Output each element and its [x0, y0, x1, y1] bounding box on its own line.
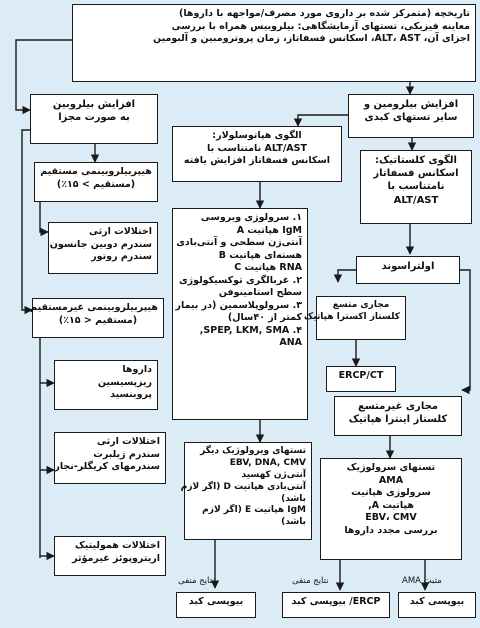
- line-isolated-spine: [22, 130, 32, 310]
- nondilated-ducts-box: مجاری غیرمتسع کلستاز اینترا هپاتیک: [334, 396, 462, 436]
- hemolytic-box: اختلالات همولیتیک اریتروپوئز غیرمؤثر: [54, 536, 166, 576]
- line-us-spine: [338, 270, 356, 282]
- inherited-direct-box: اختلالات ارثی سندرم دوبین جانسون سندرم روتور: [48, 222, 158, 274]
- other-virology-box: تستهای ویرولوژیک دیگر EBV, DNA, CMV آنتی‌ژن کهسید آنتی‌بادی هپاتیت D (اگر لازم باشد) IgM هپاتیت E (اگر لازم باشد): [184, 442, 312, 540]
- negative-results-label-left: نتایج منفی: [178, 576, 215, 586]
- hepatocellular-pattern-box: الگوی هپاتوسلولار: ALT/AST نامتناسب با اسکانس فسفاتاز افزایش یافته: [172, 126, 342, 182]
- inherited-indirect-box: اختلالات ارثی سندرم ژیلبرت سندرمهای کریگلر-نجار: [54, 432, 166, 484]
- arrow-other-to-hepatocellular: [298, 115, 348, 126]
- indirect-hyperbilirubinemia-box: هیپربیلروبینمی غیرمستقیم (مستقیم < ۱۵٪): [32, 298, 164, 338]
- ercp-biopsy-box: ERCP/ بیوپسی کبد: [282, 592, 390, 618]
- liver-biopsy-box-left: بیوپسی کبد: [176, 592, 256, 618]
- serology-tests-box: تستهای سرولوژیک AMA سرولوژی هپاتیت هپاتیت A, EBV، CMV بررسی مجدد داروها: [320, 458, 462, 560]
- positive-ama-label: مثبت AMA: [402, 576, 442, 586]
- ultrasound-box: اولتراسوند: [356, 256, 460, 284]
- negative-results-label-mid: نتایج منفی: [292, 576, 329, 586]
- history-exam-box: تاریخچه (متمرکز شده بر داروی مورد مصرف/مواجهه با داروها) معاینه فیزیکی، تستهای آزمایشگاهی: بیلروبیس همراه با بررسی اجزای آن، ALT، AST، اسکانس فسفاتاز، زمان پروترومبین و آلبومین: [72, 4, 476, 82]
- drugs-box: داروها ریزپسیسین پروبنسید: [54, 360, 158, 410]
- dilated-ducts-box: مجاری متسع کلستاز اکسترا هپاتیک: [316, 296, 406, 340]
- ercp-ct-box: ERCP/CT: [326, 366, 396, 392]
- cholestatic-pattern-box: الگوی کلستاتیک: اسکانس فسفاتاز نامتناسب با ALT/AST: [360, 150, 472, 224]
- direct-hyperbilirubinemia-box: هیپربیلروبینمی مستقیم (مستقیم > ۱۵٪): [34, 162, 158, 202]
- other-liver-tests-box: افزایش بیلرومین و سایر تستهای کبدی: [348, 94, 474, 138]
- line-us-right: [460, 270, 470, 390]
- liver-biopsy-box-right: بیوپسی کبد: [398, 592, 476, 618]
- serology-toxicology-box: ۱. سرولوژی ویروسی IgM هپاتیت A آنتی‌ژن سطحی و آنتی‌بادی هسته‌ای هپاتیت B RNA هپاتیت C ۲. غربالگری توکسیکولوژی سطح استامینوفن ۳. سرولوپلاسمین (در بیمار کمتر از ۴۰سال) ۴. SPEP, LKM, SMA, ANA: [172, 208, 308, 420]
- isolated-bilirubin-box: افزایش بیلروبین به صورت مجزا: [30, 94, 158, 144]
